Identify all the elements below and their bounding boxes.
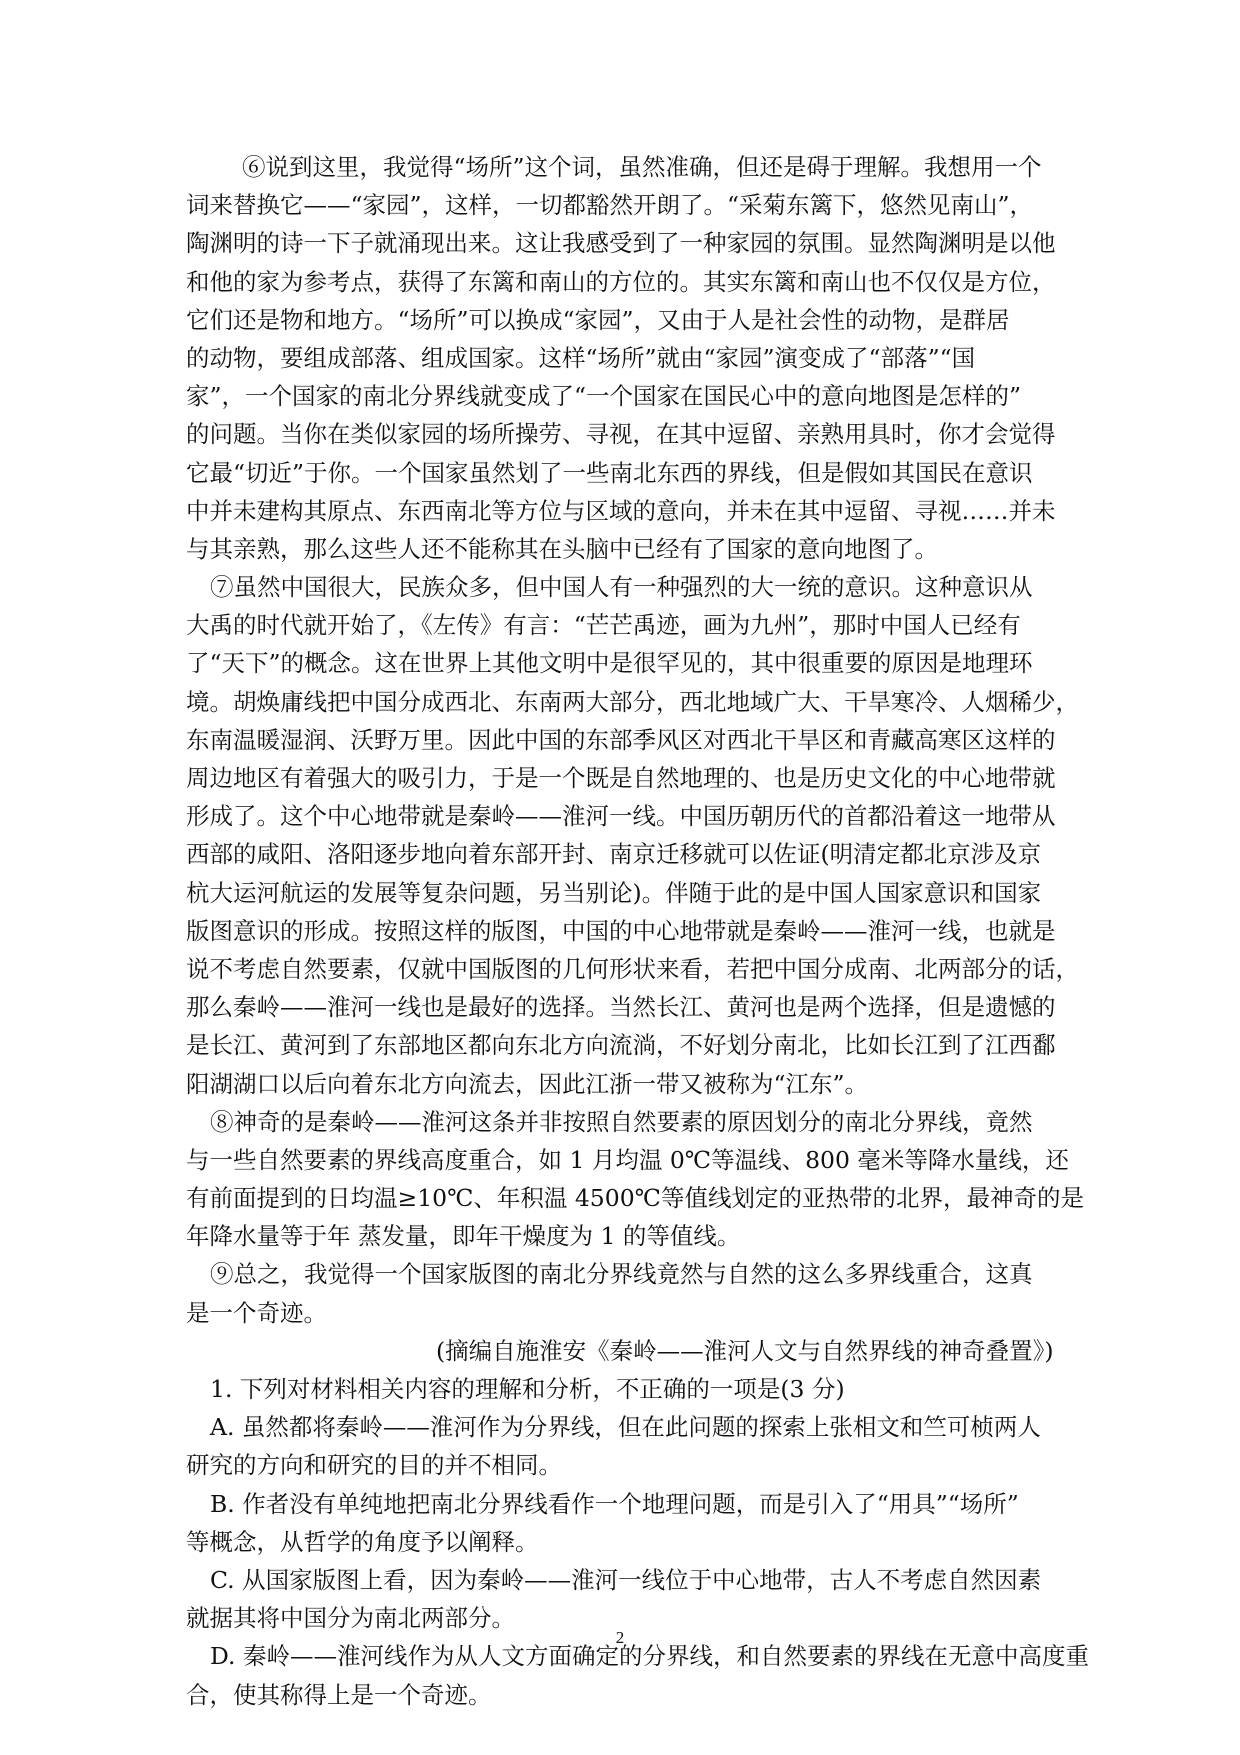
paragraph-7-line: 阳湖湖口以后向着东北方向流去，因此江浙一带又被称为“江东”。	[186, 1069, 869, 1098]
paragraph-6-line: 它们还是物和地方。“场所”可以换成“家园”，又由于人是社会性的动物，是群居	[186, 305, 1010, 334]
paragraph-6-line: 与其亲熟，那么这些人还不能称其在头脑中已经有了国家的意向地图了。	[186, 534, 938, 563]
paragraph-6-line: 的问题。当你在类似家园的场所操劳、寻视，在其中逗留、亲熟用具时，你才会觉得	[186, 420, 1056, 449]
paragraph-6-line: 中并未建构其原点、东西南北等方位与区域的意向，并未在其中逗留、寻视……并未	[186, 496, 1056, 525]
paragraph-7-line: 大禹的时代就开始了，《左传》有言：“芒芒禹迹，画为九州”，那时中国人已经有	[186, 611, 1021, 640]
option-c-line: 就据其将中国分为南北两部分。	[186, 1604, 515, 1633]
page-number: 2	[615, 1628, 625, 1647]
paragraph-7-line: 境。胡焕庸线把中国分成西北、东南两大部分，西北地域广大、干旱寒冷、人烟稀少，	[186, 687, 1079, 716]
paragraph-7-line: ⑦虽然中国很大，民族众多，但中国人有一种强烈的大一统的意识。这种意识从	[210, 573, 1033, 602]
paragraph-9-line: ⑨总之，我觉得一个国家版图的南北分界线竟然与自然的这么多界线重合，这真	[210, 1260, 1033, 1289]
paragraph-9-line: 是一个奇迹。	[186, 1298, 327, 1327]
option-a-line: A. 虽然都将秦岭——淮河作为分界线，但在此问题的探索上张相文和竺可桢两人	[210, 1413, 1041, 1442]
option-d-line: D. 秦岭——淮河线作为从人文方面确定的分界线，和自然要素的界线在无意中高度重	[210, 1642, 1089, 1671]
paragraph-8-line: ⑧神奇的是秦岭——淮河这条并非按照自然要素的原因划分的南北分界线，竟然	[210, 1107, 1033, 1136]
source-citation: (摘编自施淮安《秦岭——淮河人文与自然界线的神奇叠置》)	[436, 1336, 1054, 1365]
paragraph-6-line: ⑥说到这里，我觉得“场所”这个词，虽然准确，但还是碍于理解。我想用一个	[242, 153, 1042, 181]
question-stem: 1. 下列对材料相关内容的理解和分析，不正确的一项是(3 分)	[210, 1375, 845, 1403]
option-a-line: 研究的方向和研究的目的并不相同。	[186, 1451, 562, 1480]
paragraph-7-line: 形成了。这个中心地带就是秦岭——淮河一线。中国历朝历代的首都沿着这一地带从	[186, 802, 1056, 831]
option-b-line: B. 作者没有单纯地把南北分界线看作一个地理问题，而是引入了“用具”“场所”	[210, 1489, 1019, 1518]
paragraph-8-line: 有前面提到的日均温≥10℃、年积温 4500℃等值线划定的亚热带的北界，最神奇的是	[186, 1184, 1084, 1213]
paragraph-7-line: 版图意识的形成。按照这样的版图，中国的中心地带就是秦岭——淮河一线，也就是	[186, 916, 1056, 945]
paragraph-8-line: 与一些自然要素的界线高度重合，如 1 月均温 0℃等温线、800 毫米等降水量线，还	[186, 1145, 1069, 1174]
paragraph-7-line: 是长江、黄河到了东部地区都向东北方向流淌，不好划分南北，比如长江到了江西鄱	[186, 1031, 1056, 1060]
article-text	[186, 148, 1106, 1714]
paragraph-6-line: 家”，一个国家的南北分界线就变成了“一个国家在国民心中的意向地图是怎样的”	[186, 382, 1022, 411]
paragraph-6-line: 词来替换它——“家园”，这样，一切都豁然开朗了。“采菊东篱下，悠然见南山”，	[186, 191, 1034, 220]
option-c-line: C. 从国家版图上看，因为秦岭——淮河一线位于中心地带，古人不考虑自然因素	[210, 1565, 1042, 1594]
paragraph-6-line: 的动物，要组成部落、组成国家。这样“场所”就由“家园”演变成了“部落”“国	[186, 343, 976, 372]
paragraph-6-line: 陶渊明的诗一下子就涌现出来。这让我感受到了一种家园的氛围。显然陶渊明是以他	[186, 229, 1056, 258]
paragraph-7-line: 西部的咸阳、洛阳逐步地向着东部开封、南京迁移就可以佐证(明清定都北京涉及京	[186, 840, 1042, 869]
paragraph-7-line: 周边地区有着强大的吸引力，于是一个既是自然地理的、也是历史文化的中心地带就	[186, 764, 1056, 792]
paragraph-7-line: 东南温暖湿润、沃野万里。因此中国的东部季风区对西北干旱区和青藏高寒区这样的	[186, 725, 1056, 754]
paragraph-7-line: 说不考虑自然要素，仅就中国版图的几何形状来看，若把中国分成南、北两部分的话，	[186, 954, 1079, 983]
paragraph-6-line: 和他的家为参考点，获得了东篱和南山的方位的。其实东篱和南山也不仅仅是方位，	[186, 267, 1056, 296]
option-b-line: 等概念，从哲学的角度予以阐释。	[186, 1527, 539, 1556]
paragraph-7-line: 了“天下”的概念。这在世界上其他文明中是很罕见的，其中很重要的原因是地理环	[186, 649, 1033, 678]
paragraph-8-line: 年降水量等于年 蒸发量，即年干燥度为 1 的等值线。	[186, 1222, 741, 1251]
paragraph-7-line: 杭大运河航运的发展等复杂问题，另当别论)。伴随于此的是中国人国家意识和国家	[186, 878, 1042, 907]
paragraph-7-line: 那么秦岭——淮河一线也是最好的选择。当然长江、黄河也是两个选择，但是遗憾的	[186, 993, 1056, 1022]
option-d-line: 合，使其称得上是一个奇迹。	[186, 1680, 492, 1709]
paragraph-6-line: 它最“切近”于你。一个国家虽然划了一些南北东西的界线，但是假如其国民在意识	[186, 458, 1033, 487]
